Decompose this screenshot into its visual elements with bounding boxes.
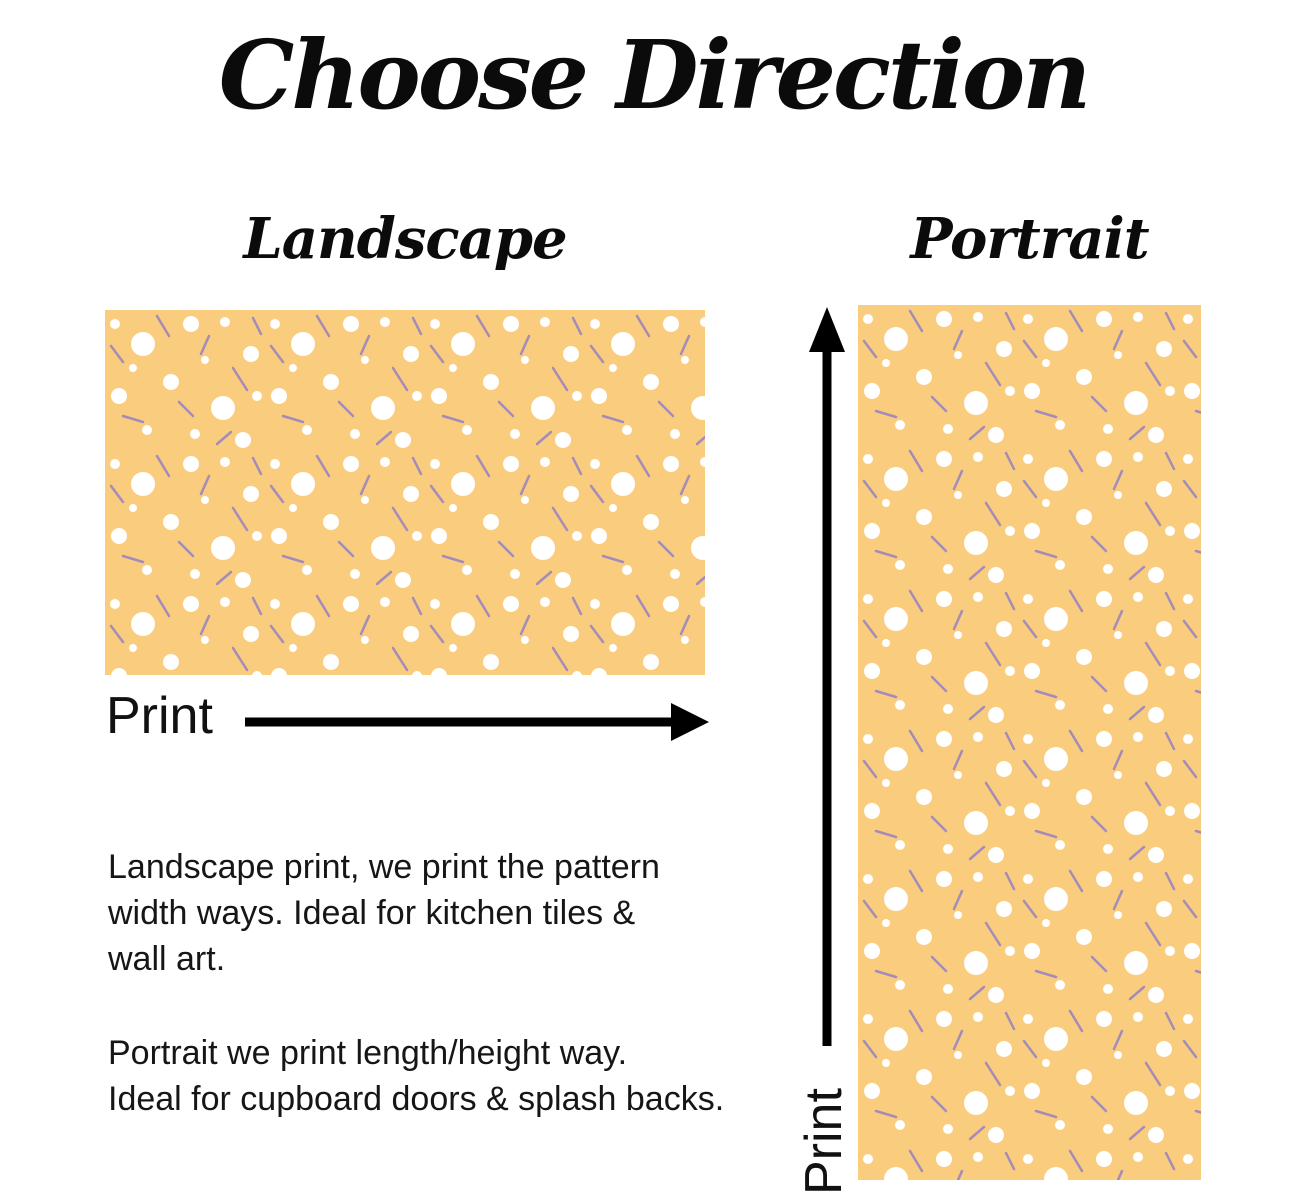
up-arrow-icon bbox=[805, 306, 849, 1048]
landscape-print-label: Print bbox=[106, 687, 213, 745]
portrait-heading: Portrait bbox=[910, 206, 1149, 272]
portrait-description-line: Ideal for cupboard doors & splash backs. bbox=[108, 1080, 725, 1118]
landscape-description bbox=[108, 844, 660, 982]
landscape-description-line: width ways. Ideal for kitchen tiles & bbox=[108, 894, 636, 932]
landscape-description-line: Landscape print, we print the pattern bbox=[108, 848, 660, 886]
landscape-description-line: wall art. bbox=[108, 940, 226, 978]
portrait-print-label: Print bbox=[795, 1088, 853, 1195]
landscape-heading: Landscape bbox=[243, 206, 567, 272]
page-title: Choose Direction bbox=[218, 20, 1089, 131]
portrait-pattern-swatch bbox=[858, 305, 1201, 1180]
portrait-description-line: Portrait we print length/height way. bbox=[108, 1034, 628, 1072]
right-arrow-icon bbox=[243, 700, 710, 744]
portrait-description bbox=[108, 1030, 724, 1122]
landscape-pattern-swatch bbox=[105, 310, 705, 675]
